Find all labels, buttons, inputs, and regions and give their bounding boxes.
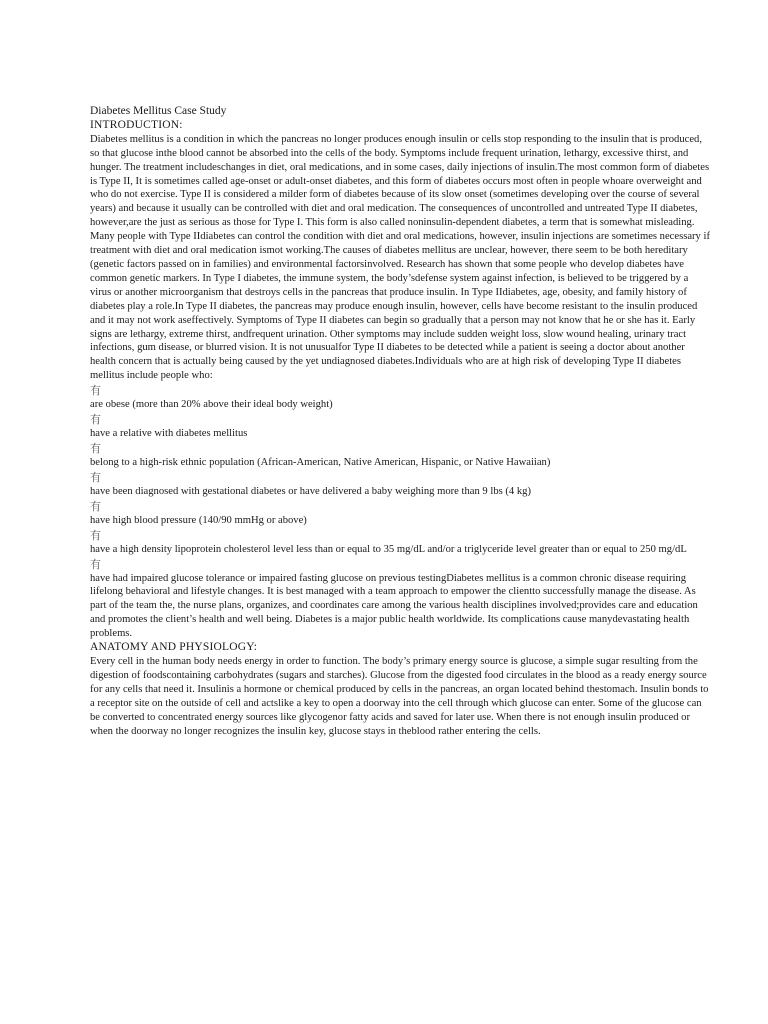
bullet-glyph-icon: 有: [90, 384, 101, 398]
introduction-heading: INTRODUCTION:: [90, 118, 183, 131]
risk-item: have high blood pressure (140/90 mmHg or above): [90, 514, 307, 526]
anatomy-paragraph: Every cell in the human body needs energy in order to function. The body’s primary energy source is glucose, a simple sugar resulting from the digestion of foodscontaining carbohydrates (sugars and starches). Glucose from the digested food circulates in the blood as a ready energy source for any cells that need it. Insulinis a hormone or chemical produced by cells in the pancreas, an organ located behind thestomach. Insulin bonds to a receptor site on the outside of cell and actslike a key to open a doorway into the cell through which glucose can enter. Some of the glucose can be converted to concentrated energy sources like glycogenor fatty acids and saved for later use. When there is not enough insulin produced or when the doorway no longer recognizes the insulin key, glucose stays in theblood rather entering the cells.: [90, 656, 709, 737]
bullet-glyph-icon: 有: [90, 441, 101, 455]
bullet-glyph-icon: 有: [90, 557, 101, 571]
document-title: Diabetes Mellitus Case Study: [90, 105, 227, 117]
risk-item: are obese (more than 20% above their ideal body weight): [90, 399, 333, 411]
anatomy-heading: ANATOMY AND PHYSIOLOGY:: [90, 641, 258, 654]
risk-item: have a high density lipoprotein cholesterol level less than or equal to 35 mg/dL and/or a triglyceride level greater than or equal to 250 mg/dL: [90, 543, 687, 555]
introduction-paragraph: Diabetes mellitus is a condition in which the pancreas no longer produces enough insulin or cells stop responding to the insulin that is produced, so that glucose inthe blood cannot be absorbed into the cells of the body. Symptoms include frequent urination, lethargy, excessive thirst, and hunger. The treatment includeschanges in diet, oral medications, and in some cases, daily injections of insulin.The most common form of diabetes is Type II, It is sometimes called age-onset or adult-onset diabetes, and this form of diabetes occurs most often in people whoare overweight and who do not exercise. Type II is considered a milder form of diabetes because of its slow onset (sometimes developing over the course of several years) and because it usually can be controlled with diet and oral medication. The consequences of uncontrolled and untreated Type II diabetes, however,are the just as serious as those for Type I. This form is also called noninsulin-dependent diabetes, a term that is somewhat misleading. Many people with Type IIdiabetes can control the condition with diet and oral medications, however, insulin injections are sometimes necessary if treatment with diet and oral medication ismot working.The causes of diabetes mellitus are unclear, however, there seem to be both hereditary (genetic factors passed on in families) and environmental factorsinvolved. Research has shown that some people who develop diabetes have common genetic markers. In Type I diabetes, the immune system, the body’sdefense system against infection, is believed to be triggered by a virus or another microorganism that destroys cells in the pancreas that produce insulin. In Type IIdiabetes, age, obesity, and family history of diabetes play a role.In Type II diabetes, the pancreas may produce enough insulin, however, cells have become resistant to the insulin produced and it may not work aseffectively. Symptoms of Type II diabetes can begin so gradually that a person may not know that he or she has it. Early signs are lethargy, extreme thirst, andfrequent urination. Other symptoms may include sudden weight loss, slow wound healing, urinary tract infections, gum disease, or blurred vision. It is not unusualfor Type II diabetes to be detected while a patient is seeing a doctor about another health concern that is actually being caused by the yet undiagnosed diabetes.Individuals who are at high risk of developing Type II diabetes mellitus include people who:: [90, 133, 710, 382]
bullet-glyph-icon: 有: [90, 413, 101, 427]
bullet-glyph-icon: 有: [90, 528, 101, 542]
bullet-glyph-icon: 有: [90, 499, 101, 513]
risk-item: have been diagnosed with gestational diabetes or have delivered a baby weighing more than 9 lbs (4 kg): [90, 485, 531, 497]
risk-item-last: have had impaired glucose tolerance or impaired fasting glucose on previous testingDiabetes mellitus is a common chronic disease requiring lifelong behavioral and lifestyle changes. It is best managed with a team approach to empower the clientto successfully manage the disease. As part of the team the, the nurse plans, organizes, and coordinates care among the various health disciplines involved;provides care and education and promotes the client’s health and well being. Diabetes is a major public health worldwide. Its complications cause manydevastating health problems.: [90, 572, 698, 640]
risk-item: belong to a high-risk ethnic population (African-American, Native American, Hispanic, or Native Hawaiian): [90, 456, 551, 468]
bullet-glyph-icon: 有: [90, 470, 101, 484]
document-body: [90, 105, 710, 738]
risk-item: have a relative with diabetes mellitus: [90, 428, 248, 440]
